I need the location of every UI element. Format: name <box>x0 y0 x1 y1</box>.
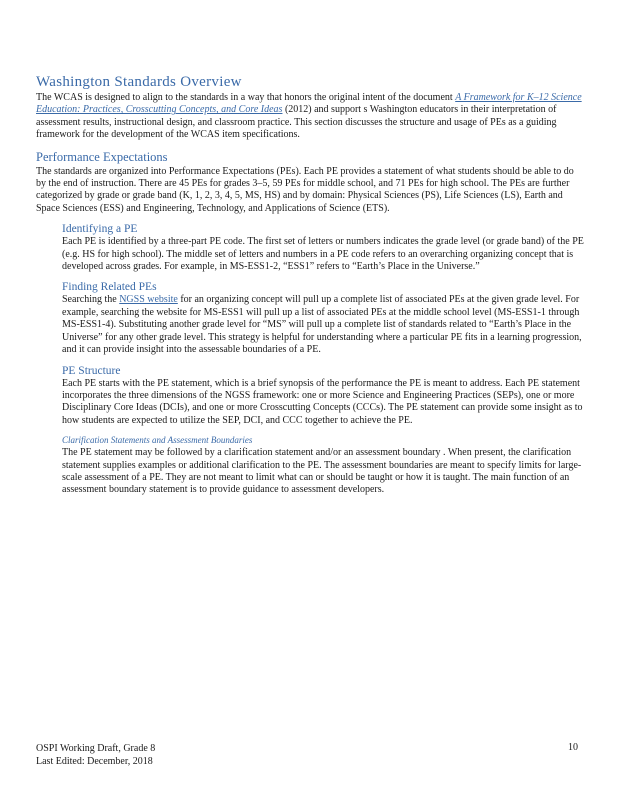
clarification-heading: Clarification Statements and Assessment Boundaries <box>62 435 253 446</box>
footer-draft-line: OSPI Working Draft, Grade 8 <box>36 743 156 754</box>
clarification-paragraph: The PE statement may be followed by a clarification statement and/or an assessment boundary . When present, the clarification statement supplies examples or additional clarification to the PE. The assessment boundaries are meant to specify limits for large-scale assessment of a PE. They are not meant to limit what can or should be taught or how it is taught. The main function of an assessment boundary statement is to provide guidance to assessment developers. <box>62 447 582 496</box>
pe-structure-paragraph: Each PE starts with the PE statement, which is a brief synopsis of the performance the PE is meant to address. Each PE statement incorporates the three dimensions of the NGSS framework: one or more Science and Engineering Practices (SEPs), one or more Disciplinary Core Ideas (DCIs), and one or more Crosscutting Concepts (CCCs). The PE statement can provide some insight as to how students are expected to utilize the SEP, DCI, and CCC together to achieve the PE. <box>62 377 583 426</box>
performance-expectations-paragraph: The standards are organized into Performance Expectations (PEs). Each PE provides a statement of what students should be able to do by the end of instruction. There are 45 PEs for grades 3–5, 59 PEs for middle school, and 71 PEs for high school. The PEs are further categorized by grade or grade band (K, 1, 2, 3, 4, 5, MS, HS) and by domain: Physical Sciences (PS), Life Sciences (LS), Earth and Space Sciences (ESS) and Engineering, Technology, and Applications of Science (ETS). <box>36 165 574 214</box>
finding-text-before: Searching the <box>62 294 120 306</box>
framework-link[interactable]: A Framework for K–12 Science Education: Practices, Crosscutting Concepts, and Core Ideas <box>36 92 582 116</box>
identifying-pe-paragraph: Each PE is identified by a three-part PE code. The first set of letters or numbers indicates the grade level (or grade band) of the PE (e.g. HS for high school). The middle set of letters and numbers in a PE code refers to an overarching organizing concept that is developed across grades. For example, in MS-ESS1-2, “ESS1” refers to “Earth’s Place in the Universe.” <box>62 236 584 273</box>
intro-paragraph <box>36 92 584 142</box>
performance-expectations-heading: Performance Expectations <box>36 149 168 164</box>
finding-related-pes-heading: Finding Related PEs <box>62 281 157 294</box>
footer-edited-line: Last Edited: December, 2018 <box>36 756 153 767</box>
page-number: 10 <box>568 742 578 753</box>
intro-text-after: (2012) and support s Washington educators in their interpretation of assessment results, instructional design, and classroom practice. This section discusses the structure and usage of PEs as a guiding framework for the development of the WCAS item specifications. <box>36 104 557 141</box>
finding-text-after: for an organizing concept will pull up a complete list of associated PEs at the given grade level. For example, searching the website for MS-ESS1 will pull up a list of associated PEs at the middle school level (MS-ESS1-1 through MS-ESS1-4). Substituting another grade level for “MS” will pull up a complete list of standards related to “Earth’s Place in the Universe” for any other grade level. This strategy is helpful for understanding where a particular PE fits in a learning progression, and it can provide insight into the assessable boundaries of a PE. <box>62 294 582 356</box>
finding-related-pes-paragraph <box>62 294 584 356</box>
identifying-pe-heading: Identifying a PE <box>62 223 138 236</box>
intro-text-before: The WCAS is designed to align to the standards in a way that honors the original intent of the document <box>36 92 456 103</box>
page-footer <box>36 742 155 768</box>
pe-structure-heading: PE Structure <box>62 364 121 377</box>
page-title: Washington Standards Overview <box>36 74 242 90</box>
ngss-website-link[interactable]: NGSS website <box>119 294 178 306</box>
page-content <box>36 74 584 497</box>
